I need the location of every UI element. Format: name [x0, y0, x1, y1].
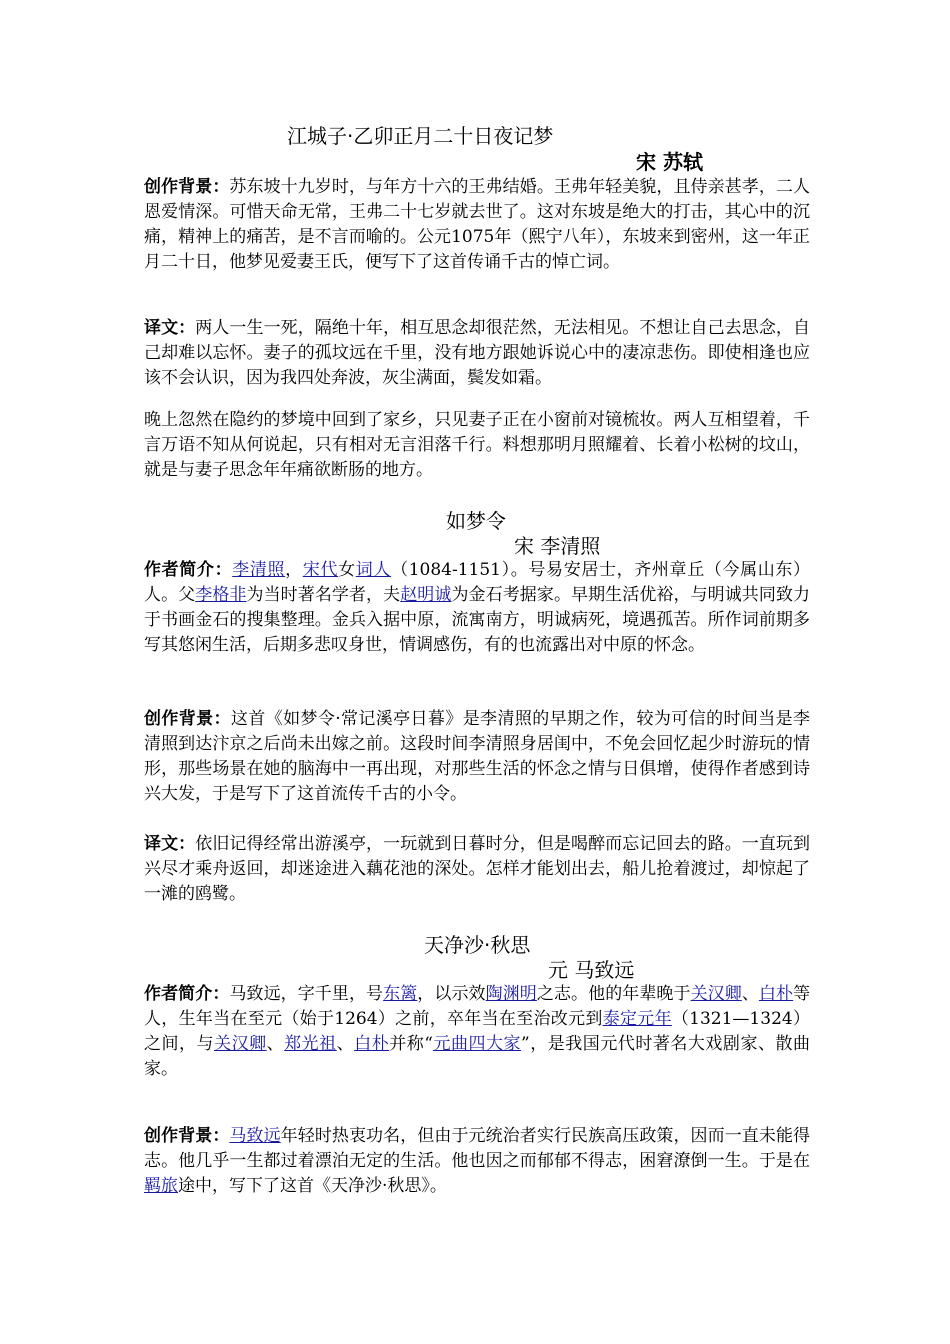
link-bai-pu-2[interactable]: 白朴 [354, 1034, 390, 1054]
link-li-qingzhao[interactable]: 李清照 [232, 560, 286, 580]
poem3-title: 天净沙·秋思 [424, 933, 531, 957]
poem1-title: 江城子·乙卯正月二十日夜记梦 [287, 124, 554, 148]
link-zheng-guangzu[interactable]: 郑光祖 [284, 1034, 337, 1054]
translation-label: 译文： [144, 834, 196, 854]
link-li-gefei[interactable]: 李格非 [195, 585, 247, 605]
poem3-author-intro: 作者简介：马致远，字千里，号东篱，以示效陶渊明之志。他的年辈晚于关汉卿、白朴等人，生年当在至元（始于1264）之前，卒年当在至治改元到泰定元年（1321—1324）之间，与关汉卿、郑光祖、白朴并称“元曲四大家”，是我国元代时著名大戏剧家、散曲家。 [144, 984, 811, 1079]
link-four-masters-yuanqu[interactable]: 元曲四大家 [432, 1034, 522, 1054]
poem1-translation-2: 晚上忽然在隐约的梦境中回到了家乡，只见妻子正在小窗前对镜梳妆。两人互相望着，千言万语不知从何说起，只有相对无言泪落千行。料想那明月照耀着、长着小松树的坟山，就是与妻子思念年年痛欲断肠的地方。 [144, 410, 810, 480]
poem2-translation [144, 832, 810, 907]
link-guan-hanqing[interactable]: 关汉卿 [690, 984, 742, 1004]
poem3-background: 创作背景：马致远年轻时热衷功名，但由于元统治者实行民族高压政策，因而一直未能得志。他几乎一生都过着漂泊无定的生活。他也因之而郁郁不得志，困窘潦倒一生。于是在羁旅途中，写下了这首《天净沙·秋思》。 [144, 1126, 811, 1196]
link-guan-hanqing-2[interactable]: 关汉卿 [214, 1034, 267, 1054]
poem3-author: 元 马致远 [548, 958, 635, 982]
translation-label: 译文： [144, 318, 196, 338]
link-taiding-yuannian[interactable]: 泰定元年 [602, 1009, 672, 1029]
poem2-background [144, 707, 810, 807]
link-ma-zhiyuan[interactable]: 马致远 [229, 1126, 281, 1146]
translation-text: 依旧记得经常出游溪亭，一玩就到日暮时分，但是喝醉而忘记回去的路。一直玩到兴尽才乘舟返回，却迷途进入藕花池的深处。怎样才能划出去，船儿抢着渡过，却惊起了一滩的鸥鹭。 [144, 834, 811, 904]
link-bai-pu[interactable]: 白朴 [758, 984, 794, 1004]
link-tao-yuanming[interactable]: 陶渊明 [485, 984, 537, 1004]
poem1-translation [144, 316, 810, 391]
poem2-title: 如梦令 [446, 509, 506, 533]
link-song-dynasty[interactable]: 宋代 [302, 560, 339, 580]
link-zhao-mingcheng[interactable]: 赵明诚 [400, 585, 452, 605]
poem2-author-intro: 作者简介：李清照，宋代女词人（1084-1151）。号易安居士，齐州章丘（今属山东）人。父李格非为当时著名学者，夫赵明诚为金石考据家。早期生活优裕，与明诚共同致力于书画金石的搜集整理。金兵入据中原，流寓南方，明诚病死，境遇孤苦。所作词前期多写其悠闲生活，后期多悲叹身世，情调感伤，有的也流露出对中原的怀念。 [144, 560, 811, 655]
poem1-author: 宋 苏轼 [636, 150, 703, 174]
link-dong-li[interactable]: 东篱 [383, 984, 418, 1004]
poem1-background [144, 175, 810, 275]
background-label: 创作背景： [144, 709, 231, 729]
background-label: 创作背景： [144, 1126, 230, 1146]
background-text: 苏东坡十九岁时，与年方十六的王弗结婚。王弗年轻美貌，且侍亲甚孝，二人恩爱情深。可惜天命无常，王弗二十七岁就去世了。这对东坡是绝大的打击，其心中的沉痛，精神上的痛苦，是不言而喻的。公元1075年（熙宁八年），东坡来到密州，这一年正月二十日，他梦见爱妻王氏，便写下了这首传诵千古的悼亡词。 [144, 177, 811, 272]
background-label: 创作背景： [144, 177, 230, 197]
link-ci-poet[interactable]: 词人 [355, 560, 392, 580]
link-ji-lv[interactable]: 羁旅 [144, 1176, 178, 1196]
background-text: 这首《如梦令·常记溪亭日暮》是李清照的早期之作，较为可信的时间当是李清照到达汴京之后尚未出嫁之前。这段时间李清照身居闺中，不免会回忆起少时游玩的情形，那些场景在她的脑海中一再出现，对那些生活的怀念之情与日俱增，使得作者感到诗兴大发，于是写下了这首流传千古的小令。 [144, 709, 810, 804]
poem2-author: 宋 李清照 [514, 534, 601, 558]
intro-label: 作者简介： [144, 984, 230, 1004]
intro-label: 作者简介： [144, 560, 233, 580]
translation-text: 两人一生一死，隔绝十年，相互思念却很茫然，无法相见。不想让自己去思念，自己却难以忘怀。妻子的孤坟远在千里，没有地方跟她诉说心中的凄凉悲伤。即使相逢也应该不会认识，因为我四处奔波，灰尘满面，鬓发如霜。 [144, 318, 811, 388]
